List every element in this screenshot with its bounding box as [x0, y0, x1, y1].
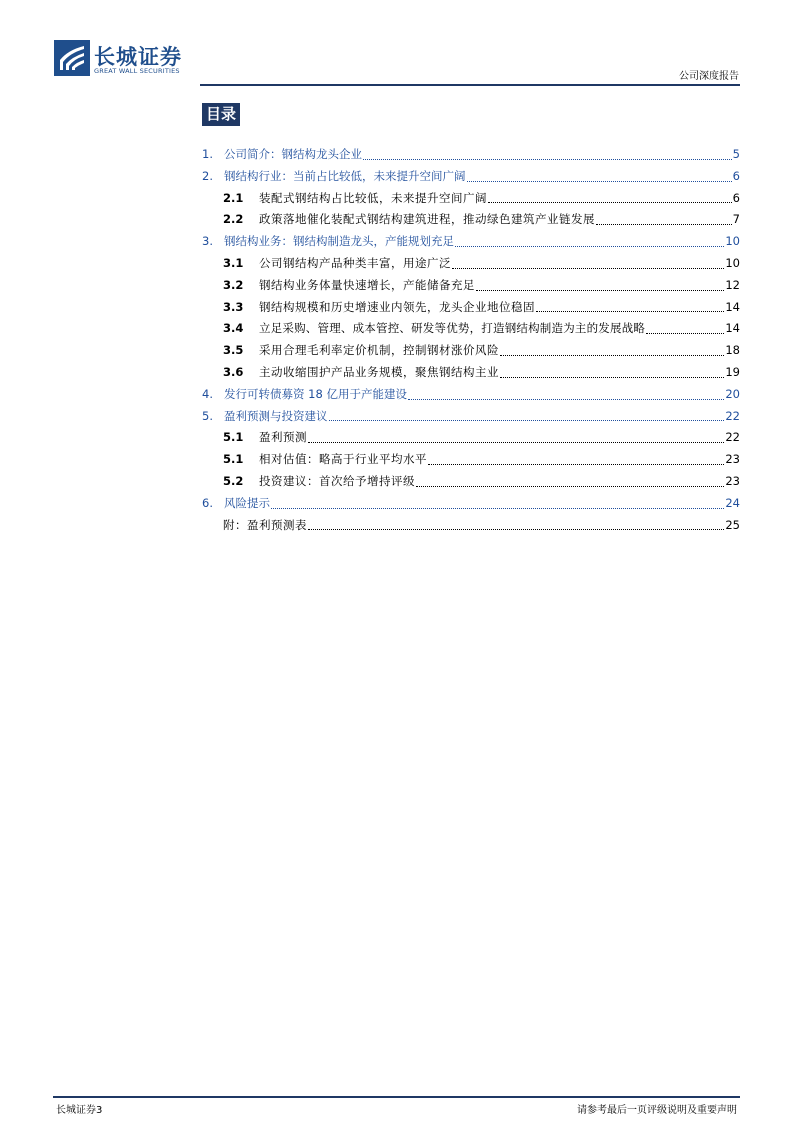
company-logo	[54, 40, 194, 80]
toc-entry-text: 政策落地催化装配式钢结构建筑进程，推动绿色建筑产业链发展	[259, 212, 595, 227]
toc-entry-page: 14	[725, 299, 740, 314]
toc-leader-dots	[271, 507, 724, 509]
toc-entry-page: 5	[732, 147, 740, 161]
table-of-contents	[202, 146, 740, 538]
toc-entry[interactable]	[202, 517, 740, 539]
toc-entry-text: 钢结构业务：钢结构制造龙头，产能规划充足	[224, 234, 454, 249]
toc-entry[interactable]	[202, 146, 740, 168]
toc-entry-page: 7	[732, 212, 740, 227]
toc-entry-text: 发行可转债募资 18 亿用于产能建设	[224, 386, 407, 401]
toc-entry[interactable]	[202, 451, 740, 473]
footer-disclaimer: 请参考最后一页评级说明及重要声明	[577, 1105, 737, 1116]
toc-entry-page: 6	[732, 168, 740, 183]
toc-entry-page: 23	[725, 473, 740, 488]
toc-entry-page: 23	[725, 452, 740, 467]
toc-entry-number: 5.1	[223, 452, 244, 467]
toc-entry-text: 主动收缩围护产品业务规模，聚焦钢结构主业	[259, 364, 499, 379]
toc-entry-number: 2.2	[223, 212, 244, 227]
toc-entry-text: 投资建议：首次给予增持评级	[259, 473, 415, 488]
toc-leader-dots	[329, 419, 725, 421]
toc-entry-text: 盈利预测	[259, 430, 307, 445]
toc-leader-dots	[596, 223, 732, 225]
toc-entry-number: 4.	[202, 386, 213, 401]
toc-entry-text: 风险提示	[224, 495, 270, 510]
toc-leader-dots	[452, 267, 724, 269]
toc-entry-text: 公司钢结构产品种类丰富，用途广泛	[259, 255, 451, 270]
toc-entry-number: 5.	[202, 408, 213, 423]
toc-entry-text: 相对估值：略高于行业平均水平	[259, 452, 427, 467]
toc-leader-dots	[308, 441, 724, 443]
toc-leader-dots	[455, 245, 724, 247]
toc-entry-text: 公司简介：钢结构龙头企业	[224, 147, 362, 161]
toc-leader-dots	[408, 398, 724, 400]
toc-entry[interactable]	[202, 255, 740, 277]
toc-entry-number: 3.1	[223, 255, 244, 270]
toc-entry-text: 装配式钢结构占比较低，未来提升空间广阔	[259, 190, 487, 205]
toc-entry-text: 钢结构行业：当前占比较低，未来提升空间广阔	[224, 168, 466, 183]
toc-entry-text: 盈利预测与投资建议	[224, 408, 328, 423]
toc-entry-number: 1.	[202, 147, 213, 161]
toc-entry-page: 12	[725, 277, 740, 292]
toc-entry-page: 10	[725, 255, 740, 270]
logo-chinese-name: 长城证券	[94, 44, 182, 69]
toc-entry-page: 25	[725, 517, 740, 532]
header-divider	[200, 84, 740, 86]
toc-entry-text: 附：盈利预测表	[223, 517, 307, 532]
toc-entry[interactable]	[202, 342, 740, 364]
toc-entry-page: 22	[725, 430, 740, 445]
toc-entry[interactable]	[202, 473, 740, 495]
toc-leader-dots	[428, 463, 724, 465]
toc-entry-number: 3.5	[223, 343, 244, 358]
toc-entry-page: 19	[725, 364, 740, 379]
toc-entry-number: 5.2	[223, 473, 244, 488]
toc-entry[interactable]	[202, 320, 740, 342]
toc-entry[interactable]	[202, 364, 740, 386]
toc-entry-text: 钢结构规模和历史增速业内领先，龙头企业地位稳固	[259, 299, 535, 314]
toc-leader-dots	[308, 528, 724, 530]
toc-leader-dots	[500, 376, 724, 378]
toc-entry[interactable]	[202, 429, 740, 451]
toc-entry-page: 18	[725, 343, 740, 358]
toc-entry-text: 钢结构业务体量快速增长，产能储备充足	[259, 277, 475, 292]
toc-entry[interactable]	[202, 168, 740, 190]
toc-leader-dots	[363, 158, 732, 160]
toc-entry-number: 3.4	[223, 321, 244, 336]
toc-leader-dots	[467, 180, 732, 182]
toc-entry-page: 6	[732, 190, 740, 205]
toc-leader-dots	[488, 201, 732, 203]
toc-entry[interactable]	[202, 408, 740, 430]
report-type-label: 公司深度报告	[679, 71, 739, 82]
toc-title: 目录	[202, 103, 240, 126]
toc-entry-number: 5.1	[223, 430, 244, 445]
toc-entry-page: 24	[725, 495, 740, 510]
toc-leader-dots	[536, 310, 724, 312]
footer-divider	[53, 1096, 740, 1098]
toc-entry-text: 采用合理毛利率定价机制，控制钢材涨价风险	[259, 343, 499, 358]
toc-entry-page: 10	[725, 234, 740, 249]
toc-entry[interactable]	[202, 211, 740, 233]
toc-entry[interactable]	[202, 190, 740, 212]
toc-entry-page: 22	[725, 408, 740, 423]
toc-entry-page: 14	[725, 321, 740, 336]
toc-entry[interactable]	[202, 386, 740, 408]
toc-entry[interactable]	[202, 233, 740, 255]
toc-entry[interactable]	[202, 299, 740, 321]
toc-entry[interactable]	[202, 277, 740, 299]
toc-entry-number: 3.6	[223, 364, 244, 379]
toc-entry-number: 6.	[202, 495, 213, 510]
toc-entry[interactable]	[202, 495, 740, 517]
toc-entry-number: 2.1	[223, 190, 244, 205]
toc-entry-page: 20	[725, 386, 740, 401]
great-wall-logo-icon	[54, 40, 90, 76]
toc-entry-text: 立足采购、管理、成本管控、研发等优势，打造钢结构制造为主的发展战略	[259, 321, 646, 336]
toc-entry-number: 2.	[202, 168, 213, 183]
toc-leader-dots	[646, 332, 724, 334]
toc-leader-dots	[500, 354, 724, 356]
toc-entry-number: 3.3	[223, 299, 244, 314]
footer-company-page: 长城证券3	[56, 1105, 103, 1116]
toc-leader-dots	[476, 289, 724, 291]
toc-leader-dots	[416, 485, 724, 487]
logo-english-name: GREAT WALL SECURITIES	[94, 67, 180, 75]
toc-entry-number: 3.2	[223, 277, 244, 292]
toc-entry-number: 3.	[202, 234, 213, 249]
